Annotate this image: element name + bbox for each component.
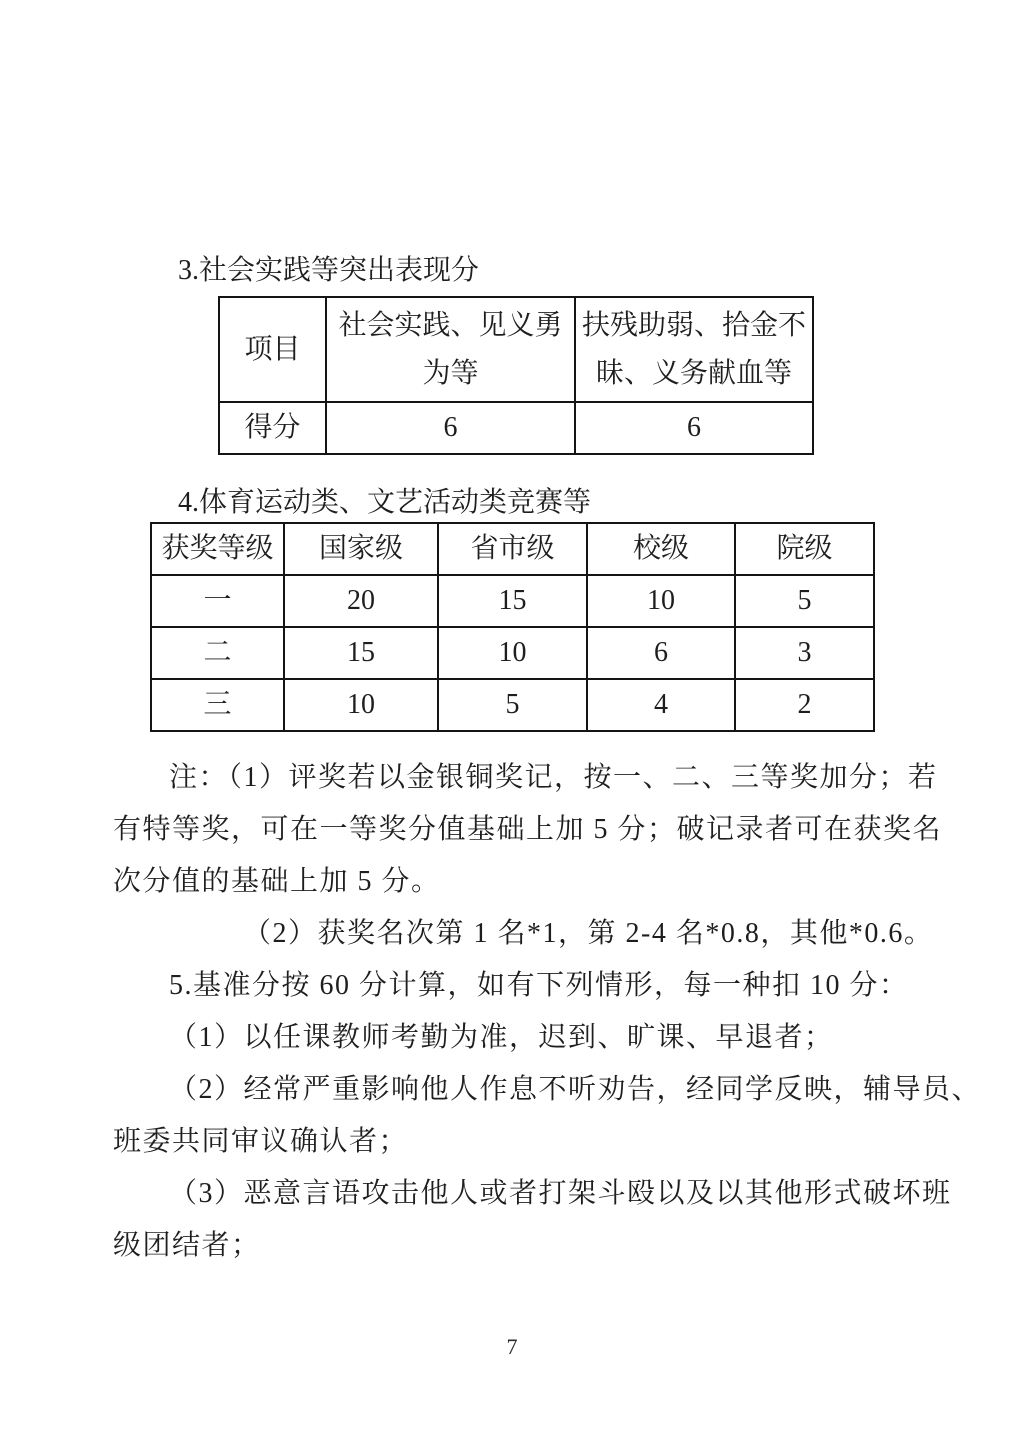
header-cell-helping-others: 扶残助弱、拾金不昧、义务献血等 [575,297,813,402]
social-practice-score-table [218,296,814,455]
note-line: 有特等奖，可在一等奖分值基础上加 5 分；破记录者可在获奖名 [113,814,943,845]
row-label: 一 [151,575,284,627]
note-line: （3）恶意言语攻击他人或者打架斗殴以及以其他形式破坏班 [169,1178,952,1209]
section-3-heading: 3.社会实践等突出表现分 [178,255,480,286]
table-header-row [151,523,874,575]
score-cell: 6 [326,402,575,454]
table-row-first-prize [151,575,874,627]
header-cell-school: 校级 [587,523,735,575]
note-line: （2）获奖名次第 1 名*1，第 2-4 名*0.8，其他*0.6。 [243,918,934,949]
row-label: 二 [151,627,284,679]
table-row-third-prize [151,679,874,731]
score-cell: 10 [438,627,587,679]
score-cell: 10 [587,575,735,627]
header-cell-item: 项目 [219,297,326,402]
table-row [219,402,813,454]
header-cell-provincial: 省市级 [438,523,587,575]
score-cell: 3 [735,627,874,679]
score-cell: 5 [438,679,587,731]
note-line: 次分值的基础上加 5 分。 [113,866,441,897]
score-cell: 5 [735,575,874,627]
table-header-row [219,297,813,402]
page-number: 7 [506,1334,518,1359]
header-cell-national: 国家级 [284,523,438,575]
score-cell: 4 [587,679,735,731]
row-label: 三 [151,679,284,731]
header-cell-award-level: 获奖等级 [151,523,284,575]
notes-block [113,752,982,1272]
section-4-heading: 4.体育运动类、文艺活动类竞赛等 [178,487,592,518]
score-cell: 6 [587,627,735,679]
score-cell: 15 [438,575,587,627]
note-line-section-5: 5.基准分按 60 分计算，如有下列情形，每一种扣 10 分： [169,970,909,1001]
table-row-second-prize [151,627,874,679]
competition-award-score-table [150,522,875,732]
note-line: （2）经常严重影响他人作息不听劝告，经同学反映，辅导员、 [169,1074,982,1105]
score-cell: 10 [284,679,438,731]
note-line: （1）以任课教师考勤为准，迟到、旷课、早退者； [169,1022,834,1053]
row-label-score: 得分 [219,402,326,454]
score-cell: 6 [575,402,813,454]
note-line: 级团结者； [113,1230,261,1261]
score-cell: 20 [284,575,438,627]
note-line: 班委共同审议确认者； [113,1126,409,1157]
header-cell-college: 院级 [735,523,874,575]
note-line: 注：（1）评奖若以金银铜奖记，按一、二、三等奖加分；若 [169,762,938,793]
score-cell: 15 [284,627,438,679]
header-cell-social-practice: 社会实践、见义勇为等 [326,297,575,402]
score-cell: 2 [735,679,874,731]
